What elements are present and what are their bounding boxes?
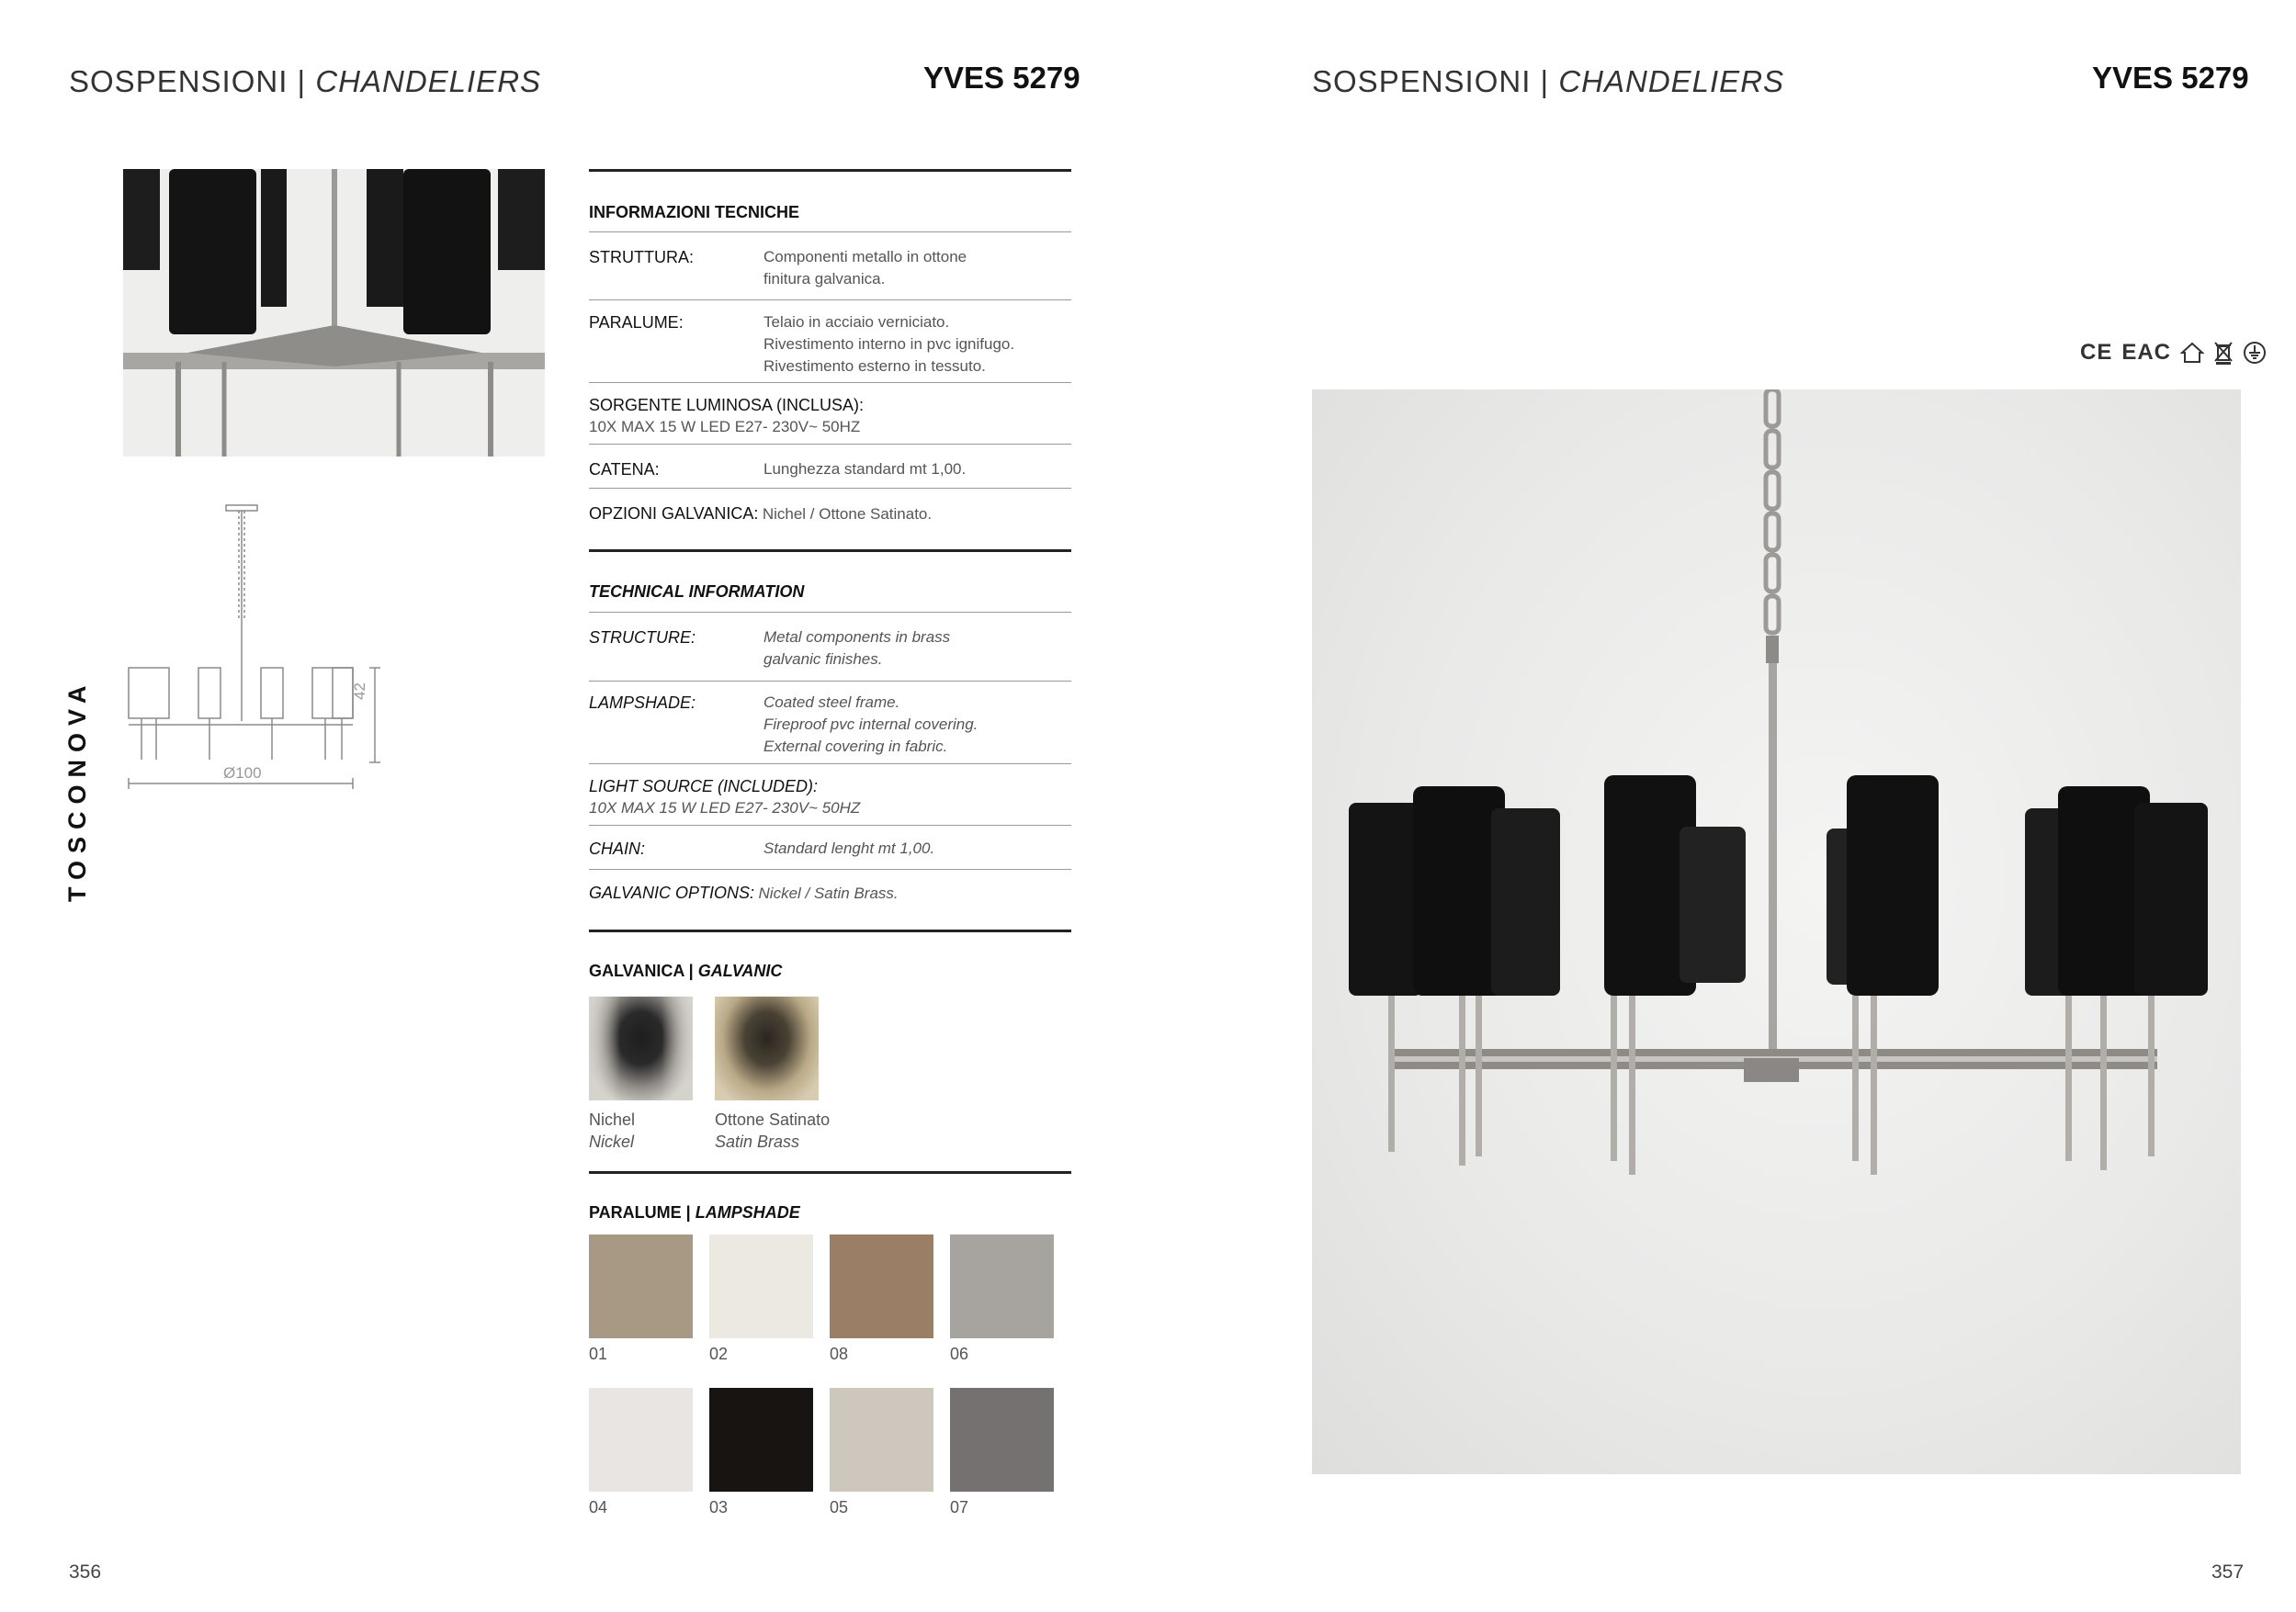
divider bbox=[589, 1171, 1071, 1174]
lampshade-swatch-03[interactable] bbox=[709, 1388, 813, 1492]
finish-name-en: Nickel bbox=[589, 1133, 635, 1151]
galvanic-heading: GALVANICA | GALVANIC bbox=[589, 962, 783, 980]
divider bbox=[589, 549, 1071, 552]
spec-line: External covering in fabric. bbox=[763, 738, 948, 755]
page-number-left: 356 bbox=[69, 1561, 102, 1583]
finish-swatch-nickel[interactable] bbox=[589, 997, 693, 1100]
specs-en-options-value: Nickel / Satin Brass. bbox=[758, 885, 899, 902]
specs-it-heading: INFORMAZIONI TECNICHE bbox=[589, 203, 799, 221]
divider bbox=[589, 488, 1071, 489]
ce-mark: CE bbox=[2080, 340, 2113, 365]
earth-ground-icon bbox=[2243, 341, 2267, 365]
galvanic-heading-it: GALVANICA bbox=[589, 962, 684, 980]
product-detail-photo bbox=[123, 169, 545, 457]
divider bbox=[589, 299, 1071, 300]
specs-en-light-label: LIGHT SOURCE (INCLUDED): bbox=[589, 777, 819, 795]
page-number-right: 357 bbox=[2211, 1561, 2245, 1583]
lampshade-swatch-02[interactable] bbox=[709, 1234, 813, 1338]
section-title-en: CHANDELIERS bbox=[315, 64, 542, 98]
specs-en-chain-label: CHAIN: bbox=[589, 840, 646, 858]
spec-line: Telaio in acciaio verniciato. bbox=[763, 313, 950, 331]
finish-swatch-satin-brass[interactable] bbox=[715, 997, 819, 1100]
divider bbox=[589, 444, 1071, 445]
specs-it-structure-label: STRUTTURA: bbox=[589, 248, 694, 266]
spec-line: Rivestimento interno in pvc ignifugo. bbox=[763, 335, 1015, 353]
specs-en-lampshade-value bbox=[763, 692, 978, 758]
certification-marks bbox=[2080, 340, 2267, 366]
divider bbox=[589, 930, 1071, 932]
spec-line: galvanic finishes. bbox=[763, 650, 883, 668]
specs-it-light-value: 10X MAX 15 W LED E27- 230V~ 50HZ bbox=[589, 418, 861, 435]
specs-it-lampshade-value bbox=[763, 311, 1014, 378]
drawing-height-label: 42 bbox=[351, 682, 368, 700]
lampshade-swatch-06[interactable] bbox=[950, 1234, 1054, 1338]
spec-line: Fireproof pvc internal covering. bbox=[763, 716, 978, 733]
drawing-diameter-label: Ø100 bbox=[223, 764, 262, 782]
section-title-left: SOSPENSIONI | CHANDELIERS bbox=[69, 64, 542, 98]
lampshade-heading: PARALUME | LAMPSHADE bbox=[589, 1203, 800, 1222]
lampshade-heading-en: LAMPSHADE bbox=[695, 1203, 800, 1222]
model-name-left: YVES 5279 bbox=[923, 61, 1080, 95]
divider bbox=[589, 825, 1071, 826]
specs-it-chain-value: Lunghezza standard mt 1,00. bbox=[763, 460, 967, 478]
finish-name-it: Ottone Satinato bbox=[715, 1110, 831, 1129]
divider bbox=[589, 612, 1071, 613]
specs-en-structure-label: STRUCTURE: bbox=[589, 628, 696, 647]
specs-it-options-value: Nichel / Ottone Satinato. bbox=[762, 505, 933, 523]
spec-line: Metal components in brass bbox=[763, 628, 951, 646]
spec-line: Coated steel frame. bbox=[763, 693, 900, 711]
lampshade-heading-it: PARALUME bbox=[589, 1203, 682, 1222]
brand-vertical: TOSCONOVA bbox=[63, 678, 91, 902]
section-title-right: SOSPENSIONI | CHANDELIERS bbox=[1312, 64, 1785, 98]
technical-drawing bbox=[123, 501, 399, 795]
indoor-use-icon bbox=[2180, 341, 2204, 365]
specs-en-light-value: 10X MAX 15 W LED E27- 230V~ 50HZ bbox=[589, 799, 861, 817]
specs-en-options-label: GALVANIC OPTIONS: bbox=[589, 884, 755, 902]
specs-it-lampshade-label: PARALUME: bbox=[589, 313, 684, 332]
product-main-photo bbox=[1312, 389, 2241, 1474]
weee-bin-icon bbox=[2213, 341, 2234, 365]
lampshade-swatch-code: 02 bbox=[709, 1345, 729, 1363]
lampshade-swatch-08[interactable] bbox=[830, 1234, 933, 1338]
section-title-it: SOSPENSIONI bbox=[1312, 64, 1532, 98]
finish-label-nickel bbox=[589, 1109, 635, 1153]
eac-mark: EAC bbox=[2121, 340, 2172, 365]
finish-name-en: Satin Brass bbox=[715, 1133, 800, 1151]
lampshade-swatch-01[interactable] bbox=[589, 1234, 693, 1338]
specs-it-structure-value bbox=[763, 246, 967, 290]
specs-en-chain-value: Standard lenght mt 1,00. bbox=[763, 840, 935, 857]
lampshade-swatch-04[interactable] bbox=[589, 1388, 693, 1492]
specs-en-structure-value bbox=[763, 626, 950, 671]
spec-line: Rivestimento esterno in tessuto. bbox=[763, 357, 986, 375]
divider bbox=[589, 231, 1071, 232]
specs-it-light-label: SORGENTE LUMINOSA (INCLUSA): bbox=[589, 396, 865, 414]
spec-line: finitura galvanica. bbox=[763, 270, 886, 287]
model-name-right: YVES 5279 bbox=[2092, 61, 2249, 95]
lampshade-swatch-05[interactable] bbox=[830, 1388, 933, 1492]
spec-line: Componenti metallo in ottone bbox=[763, 248, 967, 265]
finish-swatch-shade bbox=[589, 997, 693, 1100]
specs-it-options bbox=[589, 503, 932, 525]
divider bbox=[589, 382, 1071, 383]
galvanic-heading-en: GALVANIC bbox=[697, 962, 783, 980]
finish-label-satin-brass bbox=[715, 1109, 830, 1153]
specs-en-options bbox=[589, 883, 899, 905]
lampshade-swatch-code: 06 bbox=[950, 1345, 969, 1363]
lampshade-swatch-code: 01 bbox=[589, 1345, 608, 1363]
divider bbox=[589, 869, 1071, 870]
divider bbox=[589, 681, 1071, 682]
section-title-en: CHANDELIERS bbox=[1558, 64, 1785, 98]
specs-it-chain-label: CATENA: bbox=[589, 460, 660, 479]
section-title-it: SOSPENSIONI bbox=[69, 64, 288, 98]
lampshade-swatch-code: 08 bbox=[830, 1345, 849, 1363]
specs-en-lampshade-label: LAMPSHADE: bbox=[589, 693, 696, 712]
lampshade-swatch-07[interactable] bbox=[950, 1388, 1054, 1492]
specs-it-options-label: OPZIONI GALVANICA: bbox=[589, 504, 759, 523]
finish-name-it: Nichel bbox=[589, 1110, 636, 1129]
lampshade-swatch-code: 07 bbox=[950, 1498, 969, 1516]
divider bbox=[589, 763, 1071, 764]
divider bbox=[589, 169, 1071, 172]
lampshade-swatch-code: 03 bbox=[709, 1498, 729, 1516]
lampshade-swatch-code: 05 bbox=[830, 1498, 849, 1516]
lampshade-swatch-code: 04 bbox=[589, 1498, 608, 1516]
specs-en-heading: TECHNICAL INFORMATION bbox=[589, 582, 805, 601]
